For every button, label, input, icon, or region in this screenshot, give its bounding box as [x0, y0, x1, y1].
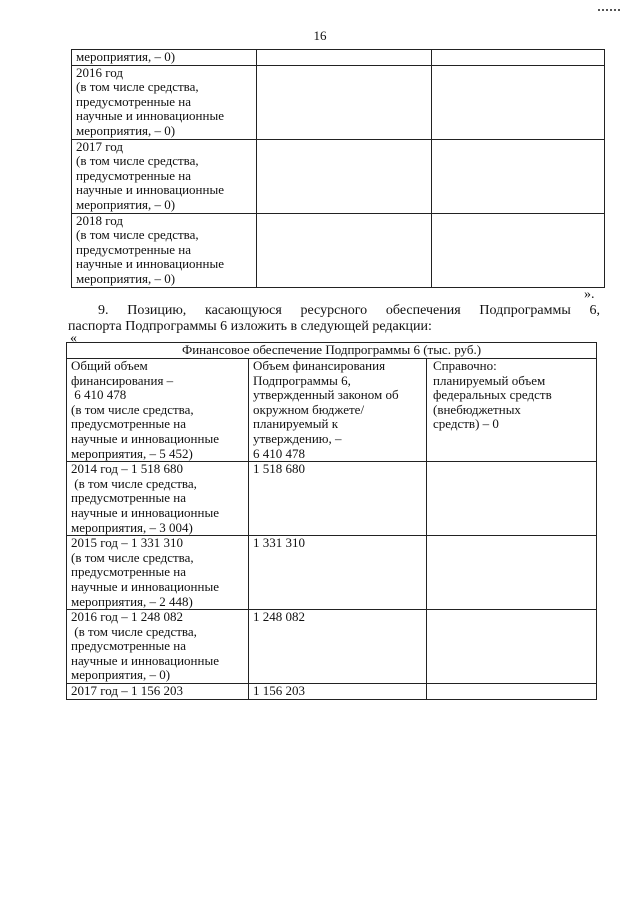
year-cell [67, 610, 249, 684]
table-cell [72, 213, 257, 287]
cell-line: планируемый объем [433, 372, 546, 388]
corner-scan-mark [598, 0, 620, 11]
cell-line: мероприятия, – 0) [76, 270, 176, 286]
cell-line: 2015 год – 1 331 310 [71, 535, 183, 551]
cell-line: научные и инновационные [71, 652, 219, 668]
cell-line: научные и инновационные [76, 182, 224, 198]
cell-line: средств) – 0 [433, 416, 499, 432]
cell-line: (в том числе средства, [76, 153, 199, 169]
budget-cell [249, 684, 427, 700]
year-cell [67, 462, 249, 536]
table-row [72, 50, 605, 66]
table-cell-empty [432, 139, 605, 213]
cell-line: федеральных средств [433, 387, 552, 403]
table-cell [72, 50, 257, 66]
cell-line: финансирования – [71, 372, 174, 388]
table-row [67, 536, 597, 610]
year-cell [67, 536, 249, 610]
cell-line: предусмотренные на [71, 564, 187, 580]
cell-line: 6 410 478 [253, 445, 305, 461]
table-cell-empty [257, 50, 432, 66]
cell-line: 1 518 680 [253, 461, 305, 477]
cell-line: предусмотренные на [76, 93, 192, 109]
cell-line: 1 156 203 [253, 683, 305, 699]
table-row [67, 684, 597, 700]
paragraph-line-1: 9. Позицию, касающуюся ресурсного обеспечения Подпрограммы 6, [98, 303, 600, 318]
page-number: 16 [313, 28, 327, 43]
cell-line: предусмотренные на [71, 490, 187, 506]
cell-line: мероприятия, – 0) [76, 49, 176, 64]
table-cell [72, 139, 257, 213]
cell-line: (в том числе средства, [76, 227, 199, 243]
cell-line: 6 410 478 [71, 387, 127, 403]
table-cell-empty [257, 213, 432, 287]
table-row [72, 139, 605, 213]
cell-line: (в том числе средства, [71, 475, 197, 491]
cell-line: 2018 год [76, 212, 123, 228]
budget-header-cell [249, 359, 427, 462]
budget-cell [249, 536, 427, 610]
cell-line: 2016 год [76, 64, 123, 80]
paragraph-line-2: паспорта Подпрограммы 6 изложить в следующей редакции: [68, 319, 432, 334]
cell-line: (в том числе средства, [71, 623, 197, 639]
cell-line: предусмотренные на [76, 241, 192, 257]
cell-line: научные и инновационные [76, 108, 224, 124]
table-cell-empty [257, 139, 432, 213]
cell-line: Общий объем [71, 358, 148, 373]
cell-line: научные и инновационные [71, 578, 219, 594]
cell-line: Справочно: [433, 358, 497, 373]
cell-line: 2017 год – 1 156 203 [71, 683, 183, 699]
cell-line: окружном бюджете/ [253, 401, 365, 417]
cell-line: утвержденный законом об [253, 387, 399, 403]
cell-line: планируемый к [253, 416, 339, 432]
table-cell-empty [427, 462, 597, 536]
cell-line: (в том числе средства, [71, 401, 194, 417]
table-cell-empty [432, 213, 605, 287]
cell-line: научные и инновационные [71, 430, 219, 446]
table-row [67, 462, 597, 536]
total-cell [67, 359, 249, 462]
cell-line: (внебюджетных [433, 401, 521, 417]
table-cell-empty [432, 50, 605, 66]
cell-line: (в том числе средства, [76, 79, 199, 95]
closing-quote: ». [584, 287, 595, 302]
cell-line: Объем финансирования [253, 358, 386, 373]
table-cell-empty [427, 684, 597, 700]
year-cell [67, 684, 249, 700]
table-header-row [67, 343, 597, 359]
cell-line: утверждению, – [253, 430, 342, 446]
cell-line: мероприятия, – 0) [76, 196, 176, 212]
table-cell-empty [427, 610, 597, 684]
table-row [72, 65, 605, 139]
cell-line: мероприятия, – 0) [76, 122, 176, 138]
cell-line: предусмотренные на [71, 638, 187, 654]
cell-line: мероприятия, – 2 448) [71, 593, 193, 609]
cell-line: 2017 год [76, 138, 123, 154]
table-cell [72, 65, 257, 139]
budget-cell [249, 610, 427, 684]
opening-quote: « [70, 331, 77, 346]
table-cell-empty [432, 65, 605, 139]
reference-header-cell [427, 359, 597, 462]
continuation-table [71, 49, 605, 288]
cell-line: предусмотренные на [71, 416, 187, 432]
cell-line: научные и инновационные [76, 256, 224, 272]
cell-line: 1 331 310 [253, 535, 305, 551]
cell-line: 2014 год – 1 518 680 [71, 461, 183, 477]
cell-line: предусмотренные на [76, 167, 192, 183]
cell-line: мероприятия, – 0) [71, 667, 171, 683]
cell-line: мероприятия, – 3 004) [71, 519, 193, 535]
cell-line: Подпрограммы 6, [253, 372, 351, 388]
table-header: Финансовое обеспечение Подпрограммы 6 (тыс. руб.) [67, 343, 597, 359]
table-row [72, 213, 605, 287]
table-row [67, 359, 597, 462]
table-row [67, 610, 597, 684]
cell-line: 1 248 082 [253, 609, 305, 625]
cell-line: мероприятия, – 5 452) [71, 445, 193, 461]
table-cell-empty [257, 65, 432, 139]
financing-table [66, 342, 597, 700]
table-cell-empty [427, 536, 597, 610]
budget-cell [249, 462, 427, 536]
cell-line: научные и инновационные [71, 504, 219, 520]
cell-line: 2016 год – 1 248 082 [71, 609, 183, 625]
cell-line: (в том числе средства, [71, 549, 194, 565]
